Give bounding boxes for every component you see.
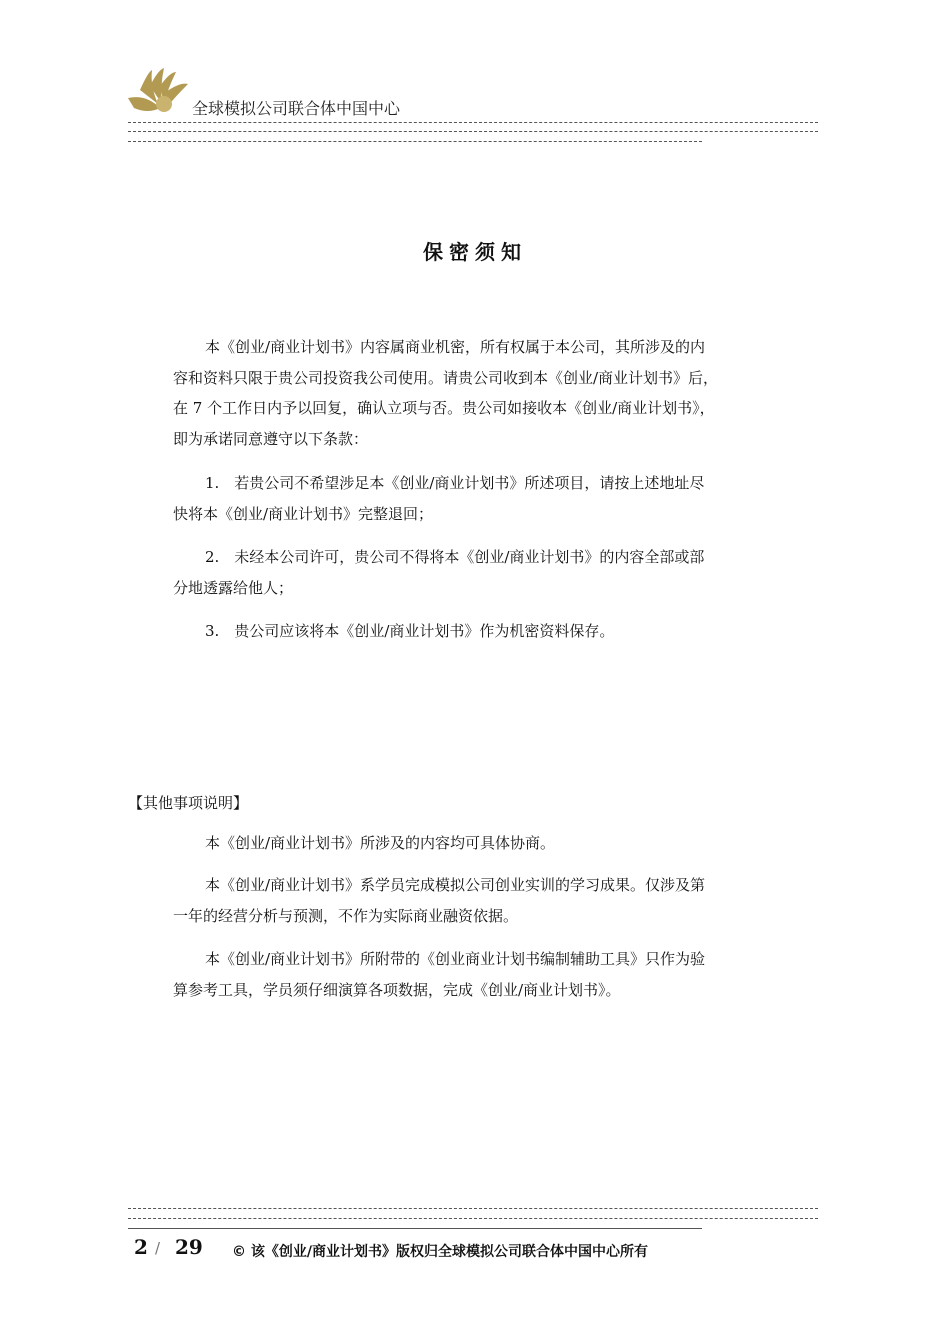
header-org-name: 全球模拟公司联合体中国中心 bbox=[192, 99, 401, 118]
header-divider bbox=[128, 122, 818, 123]
footer-divider bbox=[128, 1218, 818, 1219]
intro-line: 容和资料只限于贵公司投资我公司使用。请贵公司收到本《创业/商业计划书》后， bbox=[173, 368, 719, 387]
header-divider bbox=[128, 141, 702, 142]
page-separator: / bbox=[155, 1239, 161, 1257]
term-3-line: 3. 贵公司应该将本《创业/商业计划书》作为机密资料保存。 bbox=[205, 622, 615, 640]
footer-divider bbox=[128, 1208, 818, 1209]
other-note-1-line: 本《创业/商业计划书》所涉及的内容均可具体协商。 bbox=[205, 834, 556, 852]
page-title: 保密须知 bbox=[423, 240, 527, 264]
term-2-line: 分地透露给他人； bbox=[173, 578, 294, 597]
intro-line: 在 7 个工作日内予以回复，确认立项与否。贵公司如接收本《创业/商业计划书》， bbox=[173, 399, 715, 417]
other-note-2-line: 本《创业/商业计划书》系学员完成模拟公司创业实训的学习成果。仅涉及第 bbox=[205, 876, 706, 894]
intro-line: 本《创业/商业计划书》内容属商业机密，所有权属于本公司，其所涉及的内 bbox=[205, 338, 706, 356]
term-2-line: 2. 未经本公司许可，贵公司不得将本《创业/商业计划书》的内容全部或部 bbox=[205, 548, 705, 566]
intro-line: 即为承诺同意遵守以下条款： bbox=[173, 429, 369, 448]
other-heading: 【其他事项说明】 bbox=[128, 794, 249, 812]
header-divider bbox=[128, 131, 818, 132]
other-note-3-line: 本《创业/商业计划书》所附带的《创业商业计划书编制辅助工具》只作为验 bbox=[205, 950, 706, 968]
logo-icon bbox=[126, 68, 192, 116]
other-note-2-line: 一年的经营分析与预测，不作为实际商业融资依据。 bbox=[173, 906, 519, 925]
term-1-line: 1. 若贵公司不希望涉足本《创业/商业计划书》所述项目，请按上述地址尽 bbox=[205, 474, 705, 492]
page-current: 2 bbox=[134, 1235, 148, 1259]
term-1-line: 快将本《创业/商业计划书》完整退回； bbox=[173, 504, 434, 523]
copyright-notice: © 该《创业/商业计划书》版权归全球模拟公司联合体中国中心所有 bbox=[232, 1244, 648, 1260]
other-note-3-line: 算参考工具，学员须仔细演算各项数据，完成《创业/商业计划书》。 bbox=[173, 980, 621, 999]
footer-divider bbox=[128, 1228, 702, 1229]
page-total: 29 bbox=[175, 1235, 203, 1259]
